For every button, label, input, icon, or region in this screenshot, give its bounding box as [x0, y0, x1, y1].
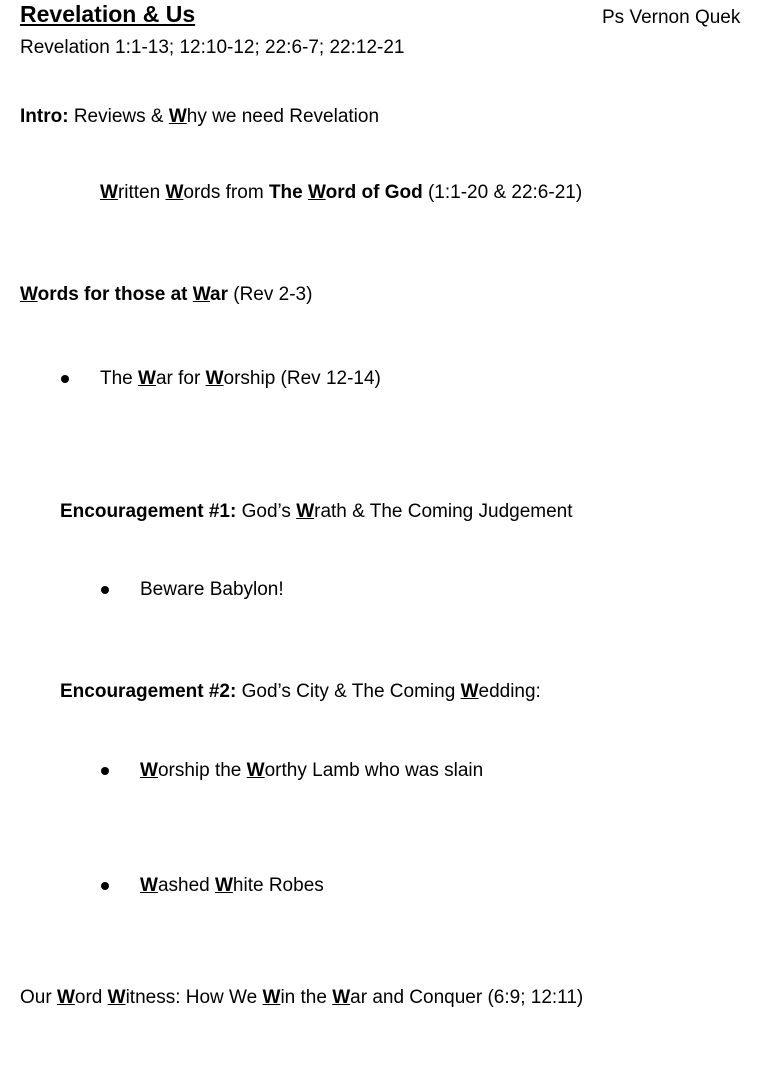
- washed-robes-item: [140, 876, 324, 895]
- emphasis-letter: W: [308, 182, 326, 203]
- text-segment: ords from: [183, 182, 269, 203]
- text-segment: The: [100, 368, 139, 389]
- text-segment: rath & The Coming Judgement: [314, 501, 573, 522]
- emphasis-letter: W: [246, 760, 265, 781]
- emphasis-letter: W: [165, 182, 184, 203]
- author-name: Ps Vernon Quek: [602, 7, 741, 28]
- emphasis-letter: W: [56, 987, 75, 1008]
- emphasis-letter: W: [332, 987, 351, 1008]
- emphasis-letter: W: [168, 106, 187, 127]
- page-title: Revelation & Us: [20, 1, 196, 27]
- emphasis-letter: W: [138, 368, 156, 389]
- encouragement-label: Encouragement #1:: [60, 501, 237, 522]
- emphasis-letter: W: [140, 875, 158, 896]
- text-segment: orship (Rev 12-14): [223, 368, 381, 389]
- text-segment: (Rev 2-3): [227, 284, 313, 305]
- word-witness-conclusion: [20, 988, 583, 1007]
- emphasis-letter: W: [140, 760, 158, 781]
- bold-segment: ords for those at: [37, 284, 193, 305]
- encouragement-label: Encouragement #2:: [60, 681, 237, 702]
- beware-babylon-item: Beware Babylon!: [140, 579, 284, 600]
- scripture-references: Revelation 1:1-13; 12:10-12; 22:6-7; 22:12-21: [20, 37, 405, 58]
- emphasis-letter: W: [460, 681, 479, 702]
- text-segment: Reviews &: [68, 106, 169, 127]
- intro-line: [20, 107, 379, 126]
- text-segment: orthy Lamb who was slain: [264, 760, 484, 781]
- emphasis-letter: W: [192, 284, 211, 305]
- war-for-worship-item: [100, 369, 381, 388]
- words-for-war-heading: [20, 285, 312, 304]
- bullet-icon: [61, 375, 69, 383]
- worship-lamb-item: [140, 761, 483, 780]
- text-segment: orship the: [157, 760, 247, 781]
- text-segment: God’s: [236, 501, 297, 522]
- text-segment: edding:: [478, 681, 541, 702]
- encouragement-2-heading: [60, 682, 541, 701]
- emphasis-letter: W: [262, 987, 281, 1008]
- text-segment: in the: [280, 987, 333, 1008]
- intro-label: Intro:: [20, 106, 69, 127]
- text-segment: itness: How We: [125, 987, 263, 1008]
- text-segment: ar for: [155, 368, 206, 389]
- emphasis-letter: W: [20, 284, 38, 305]
- emphasis-letter: W: [205, 368, 224, 389]
- bold-segment: ar: [210, 284, 228, 305]
- bold-segment: ord of God: [325, 182, 423, 203]
- text-segment: Our: [20, 987, 57, 1008]
- text-segment: ar and Conquer (6:9; 12:11): [350, 987, 584, 1008]
- bullet-icon: [101, 586, 109, 594]
- bold-segment: The: [268, 182, 308, 203]
- text-segment: hy we need Revelation: [186, 106, 380, 127]
- text-segment: ritten: [117, 182, 166, 203]
- bullet-icon: [101, 882, 109, 890]
- emphasis-letter: W: [214, 875, 233, 896]
- encouragement-1-heading: [60, 502, 573, 521]
- text-segment: (1:1-20 & 22:6-21): [422, 182, 583, 203]
- emphasis-letter: W: [107, 987, 126, 1008]
- emphasis-letter: W: [100, 182, 118, 203]
- text-segment: God’s City & The Coming: [236, 681, 461, 702]
- text-segment: hite Robes: [232, 875, 324, 896]
- text-segment: ashed: [157, 875, 215, 896]
- emphasis-letter: W: [296, 501, 315, 522]
- text-segment: ord: [74, 987, 108, 1008]
- written-words-heading: [100, 183, 582, 202]
- bullet-icon: [101, 767, 109, 775]
